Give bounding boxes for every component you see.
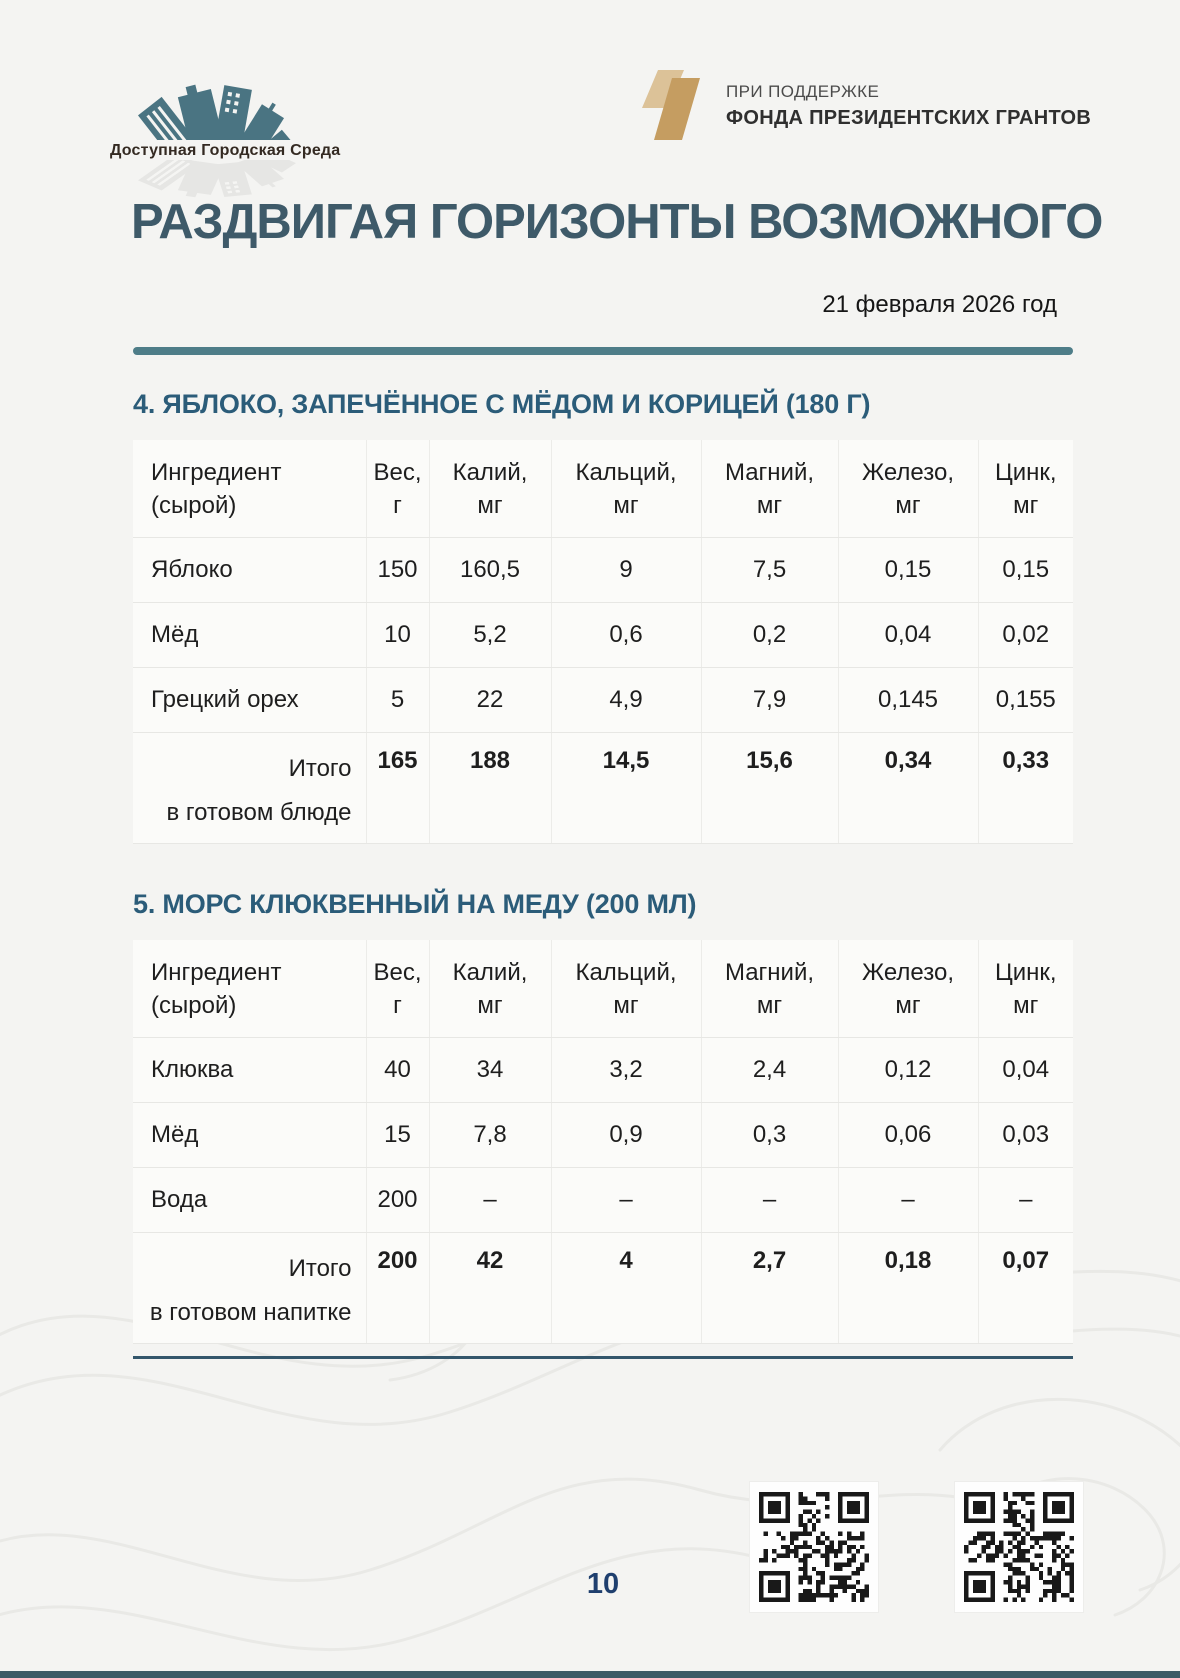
ingredient-name: Грецкий орех — [133, 668, 366, 733]
total-cell: 188 — [429, 733, 551, 844]
table-cell: 0,6 — [551, 603, 701, 668]
table-cell: 0,3 — [701, 1103, 838, 1168]
total-cell: 0,07 — [978, 1233, 1073, 1344]
col-header-ingredient: Ингредиент (сырой) — [133, 940, 366, 1038]
col-header-zinc: Цинк, мг — [978, 440, 1073, 538]
total-cell: 0,18 — [838, 1233, 978, 1344]
city-skyline-icon — [115, 44, 325, 140]
table-cell: – — [838, 1168, 978, 1233]
table-cell: 0,04 — [978, 1038, 1073, 1103]
table-cell: 160,5 — [429, 538, 551, 603]
city-environment-logo — [110, 44, 341, 210]
table-cell: 5 — [366, 668, 429, 733]
table-cell: – — [551, 1168, 701, 1233]
grant-support-line2: ФОНДА ПРЕЗИДЕНТСКИХ ГРАНТОВ — [726, 107, 1092, 129]
col-header-magnesium: Магний, мг — [701, 940, 838, 1038]
table-row — [133, 668, 1073, 733]
total-cell: 200 — [366, 1233, 429, 1344]
col-header-zinc: Цинк, мг — [978, 940, 1073, 1038]
col-header-magnesium: Магний, мг — [701, 440, 838, 538]
table-cell: 0,04 — [838, 603, 978, 668]
total-cell: 165 — [366, 733, 429, 844]
table-cell: 3,2 — [551, 1038, 701, 1103]
table-cell: 5,2 — [429, 603, 551, 668]
table-cell: 200 — [366, 1168, 429, 1233]
nutrition-table-baked-apple — [133, 440, 1073, 844]
table-cell: 10 — [366, 603, 429, 668]
total-label: Итого в готовом блюде — [133, 733, 366, 844]
ingredient-name: Вода — [133, 1168, 366, 1233]
col-header-weight: Вес, г — [366, 440, 429, 538]
table-cell: 7,5 — [701, 538, 838, 603]
qr-code-icon — [759, 1491, 869, 1603]
table-total-row — [133, 733, 1073, 844]
col-header-calcium: Кальций, мг — [551, 440, 701, 538]
col-header-calcium: Кальций, мг — [551, 940, 701, 1038]
page-number: 10 — [586, 1568, 620, 1600]
bottom-accent-bar — [0, 1671, 1180, 1678]
col-header-ingredient: Ингредиент (сырой) — [133, 440, 366, 538]
table-cell: 0,9 — [551, 1103, 701, 1168]
logo-caption: Доступная Городская Среда — [110, 142, 341, 159]
table-cell: – — [429, 1168, 551, 1233]
table-cell: 4,9 — [551, 668, 701, 733]
col-header-potassium: Калий, мг — [429, 440, 551, 538]
total-cell: 15,6 — [701, 733, 838, 844]
table-cell: 150 — [366, 538, 429, 603]
table-row — [133, 1103, 1073, 1168]
footer-divider — [133, 1356, 1073, 1359]
table-row — [133, 538, 1073, 603]
total-cell: 42 — [429, 1233, 551, 1344]
qr-code-right — [955, 1482, 1083, 1612]
grants-fund-icon — [636, 66, 712, 144]
table-cell: 40 — [366, 1038, 429, 1103]
col-header-weight: Вес, г — [366, 940, 429, 1038]
table-cell: 0,145 — [838, 668, 978, 733]
presidential-grants-logo — [636, 66, 1091, 144]
total-cell: 0,33 — [978, 733, 1073, 844]
table-cell: 7,9 — [701, 668, 838, 733]
header-divider — [133, 347, 1073, 355]
grant-support-line1: ПРИ ПОДДЕРЖКЕ — [726, 82, 880, 101]
total-cell: 14,5 — [551, 733, 701, 844]
ingredient-name: Мёд — [133, 1103, 366, 1168]
document-date: 21 февраля 2026 год — [822, 291, 1057, 318]
table-cell: 0,12 — [838, 1038, 978, 1103]
table-cell: 0,15 — [838, 538, 978, 603]
table-row — [133, 1038, 1073, 1103]
table-cell: 0,2 — [701, 603, 838, 668]
ingredient-name: Яблоко — [133, 538, 366, 603]
nutrition-table-cranberry-drink — [133, 940, 1073, 1344]
table-cell: 2,4 — [701, 1038, 838, 1103]
section-heading-5: 5. МОРС КЛЮКВЕННЫЙ НА МЕДУ (200 МЛ) — [133, 889, 697, 919]
ingredient-name: Клюква — [133, 1038, 366, 1103]
table-cell: 0,155 — [978, 668, 1073, 733]
table-header-row — [133, 940, 1073, 1038]
section-heading-4: 4. ЯБЛОКО, ЗАПЕЧЁННОЕ С МЁДОМ И КОРИЦЕЙ (180 Г) — [133, 389, 871, 419]
col-header-iron: Железо, мг — [838, 440, 978, 538]
qr-code-icon — [964, 1491, 1074, 1603]
col-header-potassium: Калий, мг — [429, 940, 551, 1038]
table-cell: 0,02 — [978, 603, 1073, 668]
table-cell: 15 — [366, 1103, 429, 1168]
total-cell: 2,7 — [701, 1233, 838, 1344]
table-cell: – — [978, 1168, 1073, 1233]
table-cell: – — [701, 1168, 838, 1233]
table-cell: 0,06 — [838, 1103, 978, 1168]
table-row — [133, 603, 1073, 668]
col-header-iron: Железо, мг — [838, 940, 978, 1038]
table-cell: 0,15 — [978, 538, 1073, 603]
table-header-row — [133, 440, 1073, 538]
table-row — [133, 1168, 1073, 1233]
ingredient-name: Мёд — [133, 603, 366, 668]
table-cell: 7,8 — [429, 1103, 551, 1168]
page-title: РАЗДВИГАЯ ГОРИЗОНТЫ ВОЗМОЖНОГО — [131, 195, 1103, 249]
table-cell: 22 — [429, 668, 551, 733]
total-cell: 0,34 — [838, 733, 978, 844]
table-cell: 9 — [551, 538, 701, 603]
qr-code-left — [750, 1482, 878, 1612]
total-cell: 4 — [551, 1233, 701, 1344]
table-total-row — [133, 1233, 1073, 1344]
total-label: Итого в готовом напитке — [133, 1233, 366, 1344]
table-cell: 34 — [429, 1038, 551, 1103]
table-cell: 0,03 — [978, 1103, 1073, 1168]
